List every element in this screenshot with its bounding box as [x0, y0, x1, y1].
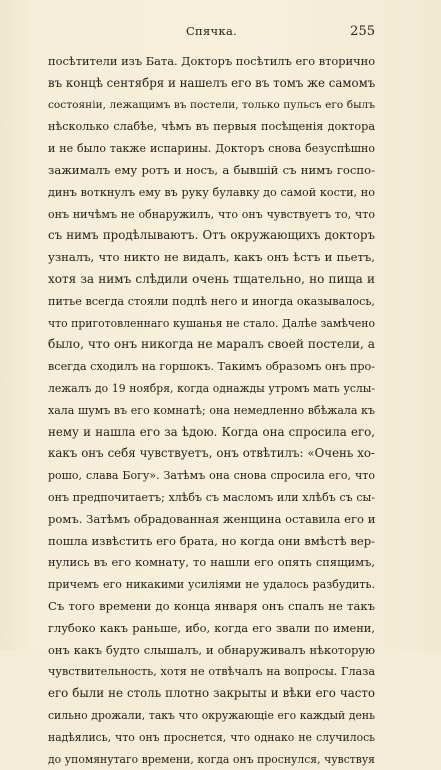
text-line: хала шумъ въ его комнатѣ; она немедленно вбѣжала къ: [48, 400, 375, 422]
text-line: что приготовленнаго кушанья не стало. Далѣе замѣчено: [48, 313, 375, 335]
text-line: и не было также испарины. Докторъ снова безуспѣшно: [48, 138, 375, 160]
text-line: зажималъ ему ротъ и носъ, а бывшій съ нимъ госпо-: [48, 160, 375, 182]
text-line: онъ предпочитаетъ; хлѣбъ съ масломъ или хлѣбъ съ сы-: [48, 487, 375, 509]
text-line: хотя за нимъ слѣдили очень тщательно, но пища и: [48, 269, 375, 291]
text-line: было, что онъ никогда не маралъ своей постели, а: [48, 334, 375, 356]
text-line: съ нимъ продѣлываютъ. Отъ окружающихъ докторъ: [48, 225, 375, 247]
text-line: посѣтители изъ Бата. Докторъ посѣтилъ его вторично: [48, 51, 375, 73]
text-line: лежалъ до 19 ноября, когда однажды утромъ мать услы-: [48, 378, 375, 400]
text-line: узналъ, что никто не видалъ, какъ онъ ѣстъ и пьетъ,: [48, 247, 375, 269]
text-line: Съ того времени до конца января онъ спалъ не такъ: [48, 596, 375, 618]
text-line: онъ ничѣмъ не обнаружилъ, что онъ чувствуетъ то, что: [48, 204, 375, 226]
page-header: [48, 24, 375, 42]
text-line: причемъ его никакими усиліями не удалось разбудить.: [48, 574, 375, 596]
text-line: рошо, слава Богу». Затѣмъ она снова спросила его, что: [48, 465, 375, 487]
text-line: какъ онъ себя чувствуетъ, онъ отвѣтилъ: «Очень хо-: [48, 443, 375, 465]
body-text: [48, 51, 375, 770]
text-line: нулись въ его комнату, то нашли его опять спящимъ,: [48, 552, 375, 574]
text-line: сильно дрожали, такъ что окружающіе его каждый день: [48, 705, 375, 727]
page-number: 255: [350, 24, 375, 39]
text-line: глубоко какъ раньше, ибо, когда его звали по имени,: [48, 618, 375, 640]
text-line: чувствительность, хотя не отвѣчалъ на вопросы. Глаза: [48, 661, 375, 683]
text-line: нѣсколько слабѣе, чѣмъ въ первыя посѣщенія доктора: [48, 116, 375, 138]
text-line: до упомянутаго времени, когда онъ проснулся, чувствуя: [48, 749, 375, 770]
text-line: ромъ. Затѣмъ обрадованная женщина оставила его и: [48, 509, 375, 531]
running-title: Спячка.: [48, 24, 375, 38]
text-line: въ концѣ сентября и нашелъ его въ томъ же самомъ: [48, 73, 375, 95]
text-line: питье всегда стояли подлѣ него и иногда оказывалось,: [48, 291, 375, 313]
text-line: онъ какъ будто слышалъ, и обнаруживалъ нѣкоторую: [48, 640, 375, 662]
text-line: нему и нашла его за ѣдою. Когда она спросила его,: [48, 422, 375, 444]
text-line: его были не столь плотно закрыты и вѣки его часто: [48, 683, 375, 705]
text-line: состояніи, лежащимъ въ постели, только пульсъ его былъ: [48, 95, 375, 117]
text-line: всегда сходилъ на горшокъ. Такимъ образомъ онъ про-: [48, 356, 375, 378]
text-line: динъ воткнулъ ему въ руку булавку до самой кости, но: [48, 182, 375, 204]
text-line: надѣялись, что онъ проснется, что однако не случилось: [48, 727, 375, 749]
text-line: пошла извѣстить его брата, но когда они вмѣстѣ вер-: [48, 531, 375, 553]
